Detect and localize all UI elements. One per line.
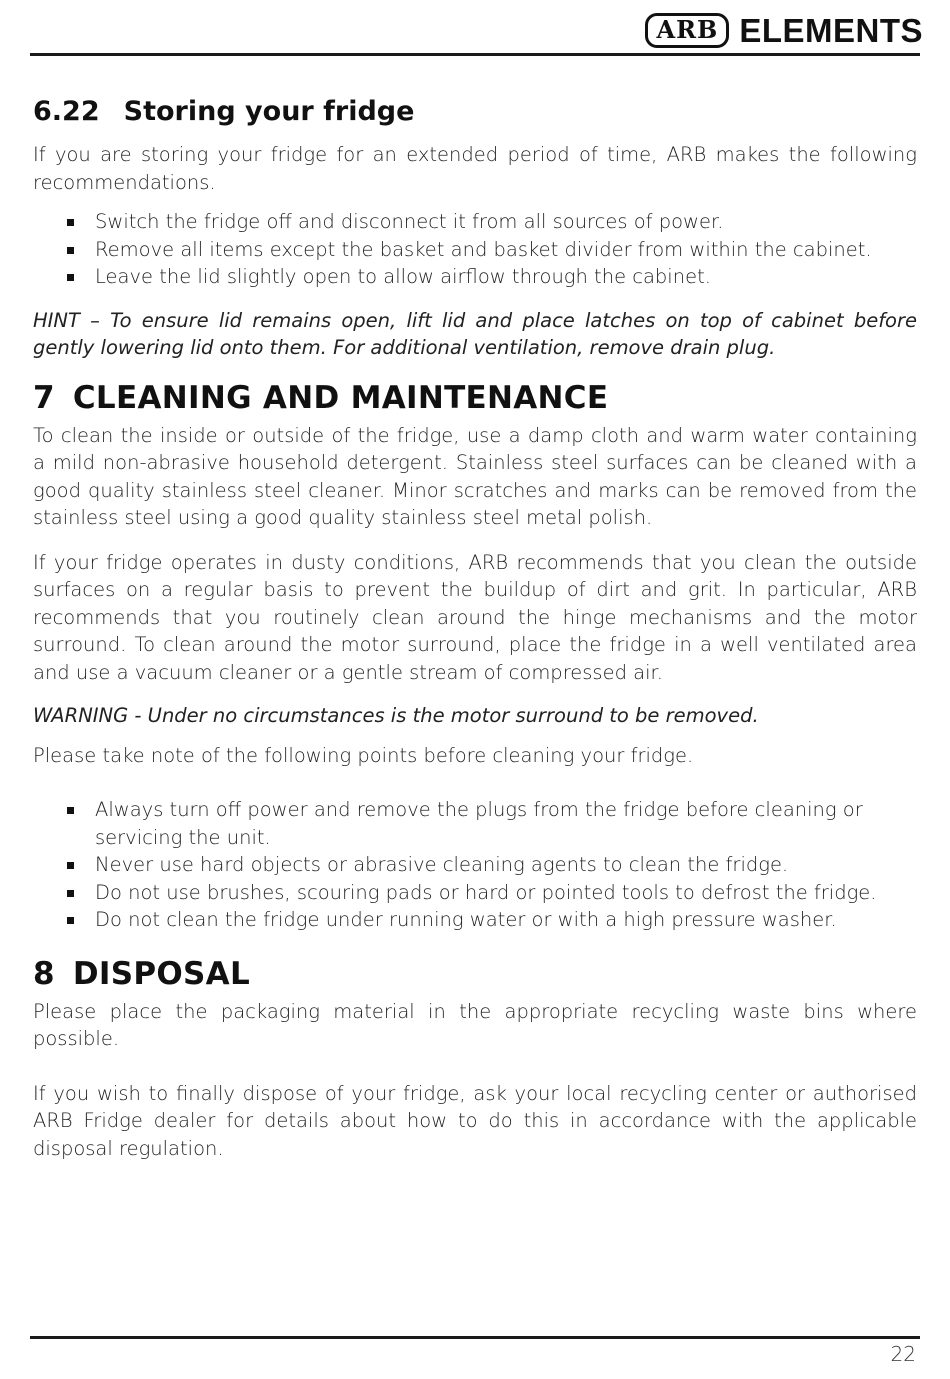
storing-bullet-list (33, 208, 917, 291)
cleaning-bullet-list (33, 796, 917, 934)
section-number: 6.22 (33, 96, 100, 127)
list-item: Do not use brushes, scouring pads or hard or pointed tools to defrost the fridge. (33, 879, 917, 907)
section-title: DISPOSAL (72, 955, 251, 992)
arb-logo-badge: ARB (645, 13, 729, 48)
page-number: 22 (890, 1342, 916, 1366)
list-item: Leave the lid slightly open to allow airflow through the cabinet. (33, 263, 917, 291)
page-content (33, 96, 917, 1162)
list-item: Never use hard objects or abrasive cleaning agents to clean the fridge. (33, 851, 917, 879)
elements-logo-text: ELEMENTS (739, 11, 923, 49)
cleaning-warning: WARNING - Under no circumstances is the motor surround to be removed. (33, 704, 759, 727)
list-item: Always turn off power and remove the plugs from the fridge before cleaning or servicing the unit. (33, 796, 917, 851)
cleaning-paragraph-1: To clean the inside or outside of the fridge, use a damp cloth and warm water containing a mild non-abrasive household detergent. Stainless steel surfaces can be cleaned with a good quality stainless steel cleaner. Minor scratches and marks can be removed from the stainless steel using a good quality stainless steel metal polish. (33, 423, 917, 529)
list-item: Remove all items except the basket and basket divider from within the cabinet. (33, 236, 917, 264)
cleaning-paragraph-2: If your fridge operates in dusty conditions, ARB recommends that you clean the outside surfaces on a regular basis to prevent the buildup of dirt and grit. In particular, ARB recommends that you routinely clean around the hinge mechanisms and the motor surround. To clean around the motor surround, place the fridge in a well ventilated area and use a vacuum cleaner or a gentle stream of compressed air. (33, 550, 917, 684)
disposal-paragraph-2: If you wish to finally dispose of your fridge, ask your local recycling center or authorised ARB Fridge dealer for details about how to do this in accordance with the applicable disposal regulation. (33, 1081, 917, 1160)
section-8-heading (33, 956, 917, 992)
section-number: 7 (33, 379, 55, 416)
section-7-heading (33, 380, 917, 416)
section-number: 8 (33, 955, 55, 992)
arb-elements-logo (645, 12, 923, 50)
cleaning-note: Please take note of the following points before cleaning your fridge. (33, 743, 694, 767)
list-item: Do not clean the fridge under running water or with a high pressure washer. (33, 906, 917, 934)
section-title: CLEANING AND MAINTENANCE (72, 379, 609, 416)
footer-divider (30, 1336, 920, 1339)
storing-intro-paragraph: If you are storing your fridge for an extended period of time, ARB makes the following recommendations. (33, 143, 917, 194)
storing-hint: HINT – To ensure lid remains open, lift lid and place latches on top of cabinet before gently lowering lid onto them. For additional ventilation, remove drain plug. (33, 308, 917, 359)
list-item: Switch the fridge off and disconnect it from all sources of power. (33, 208, 917, 236)
section-title: Storing your fridge (123, 96, 415, 127)
page-header (30, 8, 923, 56)
disposal-paragraph-1: Please place the packaging material in the appropriate recycling waste bins where possible. (33, 999, 917, 1050)
section-6-22-heading (33, 96, 917, 127)
